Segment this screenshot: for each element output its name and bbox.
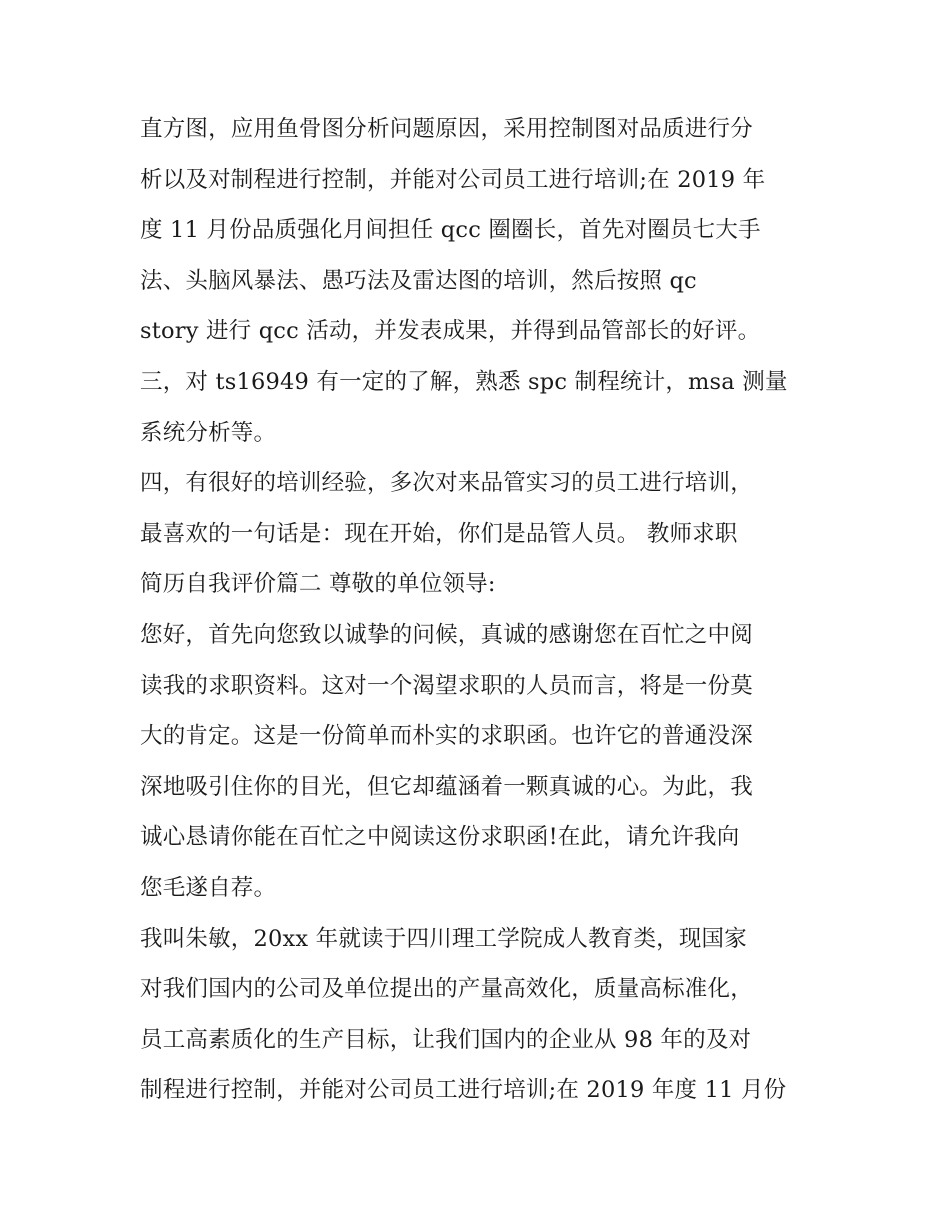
text-line: 对我们国内的公司及单位提出的产量高效化，质量高标准化， — [140, 976, 753, 1002]
text-line: 读我的求职资料。这对一个渴望求职的人员而言，将是一份莫 — [140, 673, 753, 699]
text-line: 度 11 月份品质强化月间担任 qcc 圈圈长，首先对圈员七大手 — [140, 217, 761, 243]
text-line: 我叫朱敏，20xx 年就读于四川理工学院成人教育类，现国家 — [140, 926, 747, 952]
text-line: 您好，首先向您致以诚挚的问候，真诚的感谢您在百忙之中阅 — [140, 622, 753, 648]
text-line: story 进行 qcc 活动，并发表成果，并得到品管部长的好评。 — [140, 318, 761, 344]
text-line: 法、头脑风暴法、愚巧法及雷达图的培训，然后按照 qc — [140, 268, 697, 294]
text-line: 析以及对制程进行控制，并能对公司员工进行培训;在 2019 年 — [140, 167, 766, 193]
text-line: 直方图，应用鱼骨图分析问题原因，采用控制图对品质进行分 — [140, 116, 753, 142]
text-line: 诚心恳请你能在百忙之中阅读这份求职函!在此，请允许我向 — [140, 824, 740, 850]
text-line: 最喜欢的一句话是：现在开始，你们是品管人员。 教师求职 — [140, 521, 738, 547]
text-line: 简历自我评价篇二 尊敬的单位领导: — [140, 571, 496, 597]
text-line: 四，有很好的培训经验，多次对来品管实习的员工进行培训， — [140, 470, 753, 496]
text-line: 制程进行控制，并能对公司员工进行培训;在 2019 年度 11 月份 — [140, 1077, 787, 1103]
text-line: 大的肯定。这是一份简单而朴实的求职函。也许它的普通没深 — [140, 723, 753, 749]
text-line: 系统分析等。 — [140, 420, 277, 446]
text-line: 员工高素质化的生产目标，让我们国内的企业从 98 年的及对 — [140, 1027, 752, 1053]
text-line: 您毛遂自荐。 — [140, 875, 277, 901]
text-line: 三，对 ts16949 有一定的了解，熟悉 spc 制程统计，msa 测量 — [140, 369, 788, 395]
text-line: 深地吸引住你的目光，但它却蕴涵着一颗真诚的心。为此，我 — [140, 774, 753, 800]
